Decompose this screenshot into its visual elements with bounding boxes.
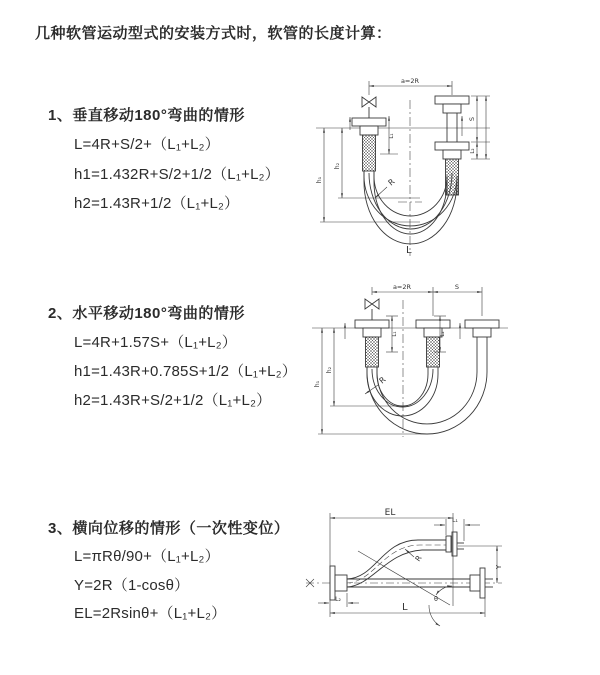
- dim-el-label: EL: [384, 508, 396, 518]
- dim-a2r-label: a=2R: [400, 77, 420, 85]
- dimension-lines: [318, 513, 502, 617]
- hose-curves: [347, 540, 470, 587]
- dimension-labels: [335, 508, 503, 613]
- dim-s-label: S: [454, 283, 460, 291]
- radius-label: R: [377, 375, 388, 386]
- section-2-formula-h2: h2=1.43R+S/2+1/2（L₁+L₂）: [74, 392, 272, 409]
- section-1-formula-h1: h1=1.432R+S/2+1/2（L₁+L₂）: [74, 166, 280, 183]
- left-fitting: [355, 309, 389, 367]
- construction-lines: [358, 551, 452, 626]
- upper-right-flange: [446, 532, 464, 556]
- angle-theta-label: θ: [434, 595, 438, 603]
- hose-curves: [364, 171, 457, 244]
- braid-section: [366, 337, 379, 367]
- section-2-formula-h1: h1=1.43R+0.785S+1/2（L₁+L₂）: [74, 363, 297, 380]
- braid-section: [363, 135, 376, 171]
- dim-a2r-label: a=2R: [392, 283, 412, 291]
- section-3-formula-L: L=πRθ/90+（L₁+L₂）: [74, 548, 220, 565]
- diagram-horizontal-bend: [308, 282, 600, 447]
- length-label: L: [406, 245, 412, 256]
- section-1-heading: 1、垂直移动180°弯曲的情形: [48, 107, 245, 124]
- right-fitting: [465, 320, 499, 342]
- dim-l1-label: L₁: [452, 517, 458, 524]
- dimension-lines: [318, 287, 482, 434]
- radius-label: R: [413, 553, 424, 564]
- section-3-formula-Y: Y=2R（1-cosθ）: [74, 577, 190, 594]
- angle-arc: [429, 605, 440, 626]
- page-title: 几种软管运动型式的安装方式时，软管的长度计算：: [35, 25, 392, 42]
- dim-h1-label: h₁: [316, 176, 323, 184]
- left-fitting: [352, 107, 386, 171]
- diagram-vertical-bend: [312, 70, 597, 262]
- radius-label: R: [386, 177, 397, 188]
- length-label: L: [402, 602, 408, 613]
- dim-l2-label: L₂: [440, 331, 446, 337]
- dim-s-label: S: [468, 116, 476, 122]
- section-1-formula-L: L=4R+S/2+（L₁+L₂）: [74, 136, 220, 153]
- middle-fitting: [416, 320, 450, 367]
- dim-l2-label: L₂: [470, 148, 476, 154]
- dim-h2-label: h₂: [326, 366, 333, 374]
- diagram-lateral-displacement: [302, 505, 600, 630]
- valve-icon: [365, 299, 379, 309]
- section-1-formula-h2: h2=1.43R+1/2（L₁+L₂）: [74, 195, 240, 212]
- section-2-heading: 2、水平移动180°弯曲的情形: [48, 305, 245, 322]
- dim-h1-label: h₁: [314, 380, 321, 388]
- dim-l2-label: L₂: [335, 596, 341, 603]
- braid-section: [446, 159, 459, 195]
- section-3-formula-EL: EL=2Rsinθ+（L₁+L₂）: [74, 605, 227, 622]
- dim-y-label: Y: [495, 564, 503, 570]
- left-flange: [330, 566, 347, 600]
- dim-l1-label: L₁: [392, 331, 398, 337]
- dim-h2-label: h₂: [334, 162, 341, 170]
- valve-icon: [362, 97, 376, 107]
- section-2-formula-L: L=4R+1.57S+（L₁+L₂）: [74, 334, 237, 351]
- section-3-heading: 3、横向位移的情形（一次性变位）: [48, 520, 290, 537]
- dim-l1-label: L₁: [389, 133, 395, 139]
- right-fitting: [435, 96, 469, 195]
